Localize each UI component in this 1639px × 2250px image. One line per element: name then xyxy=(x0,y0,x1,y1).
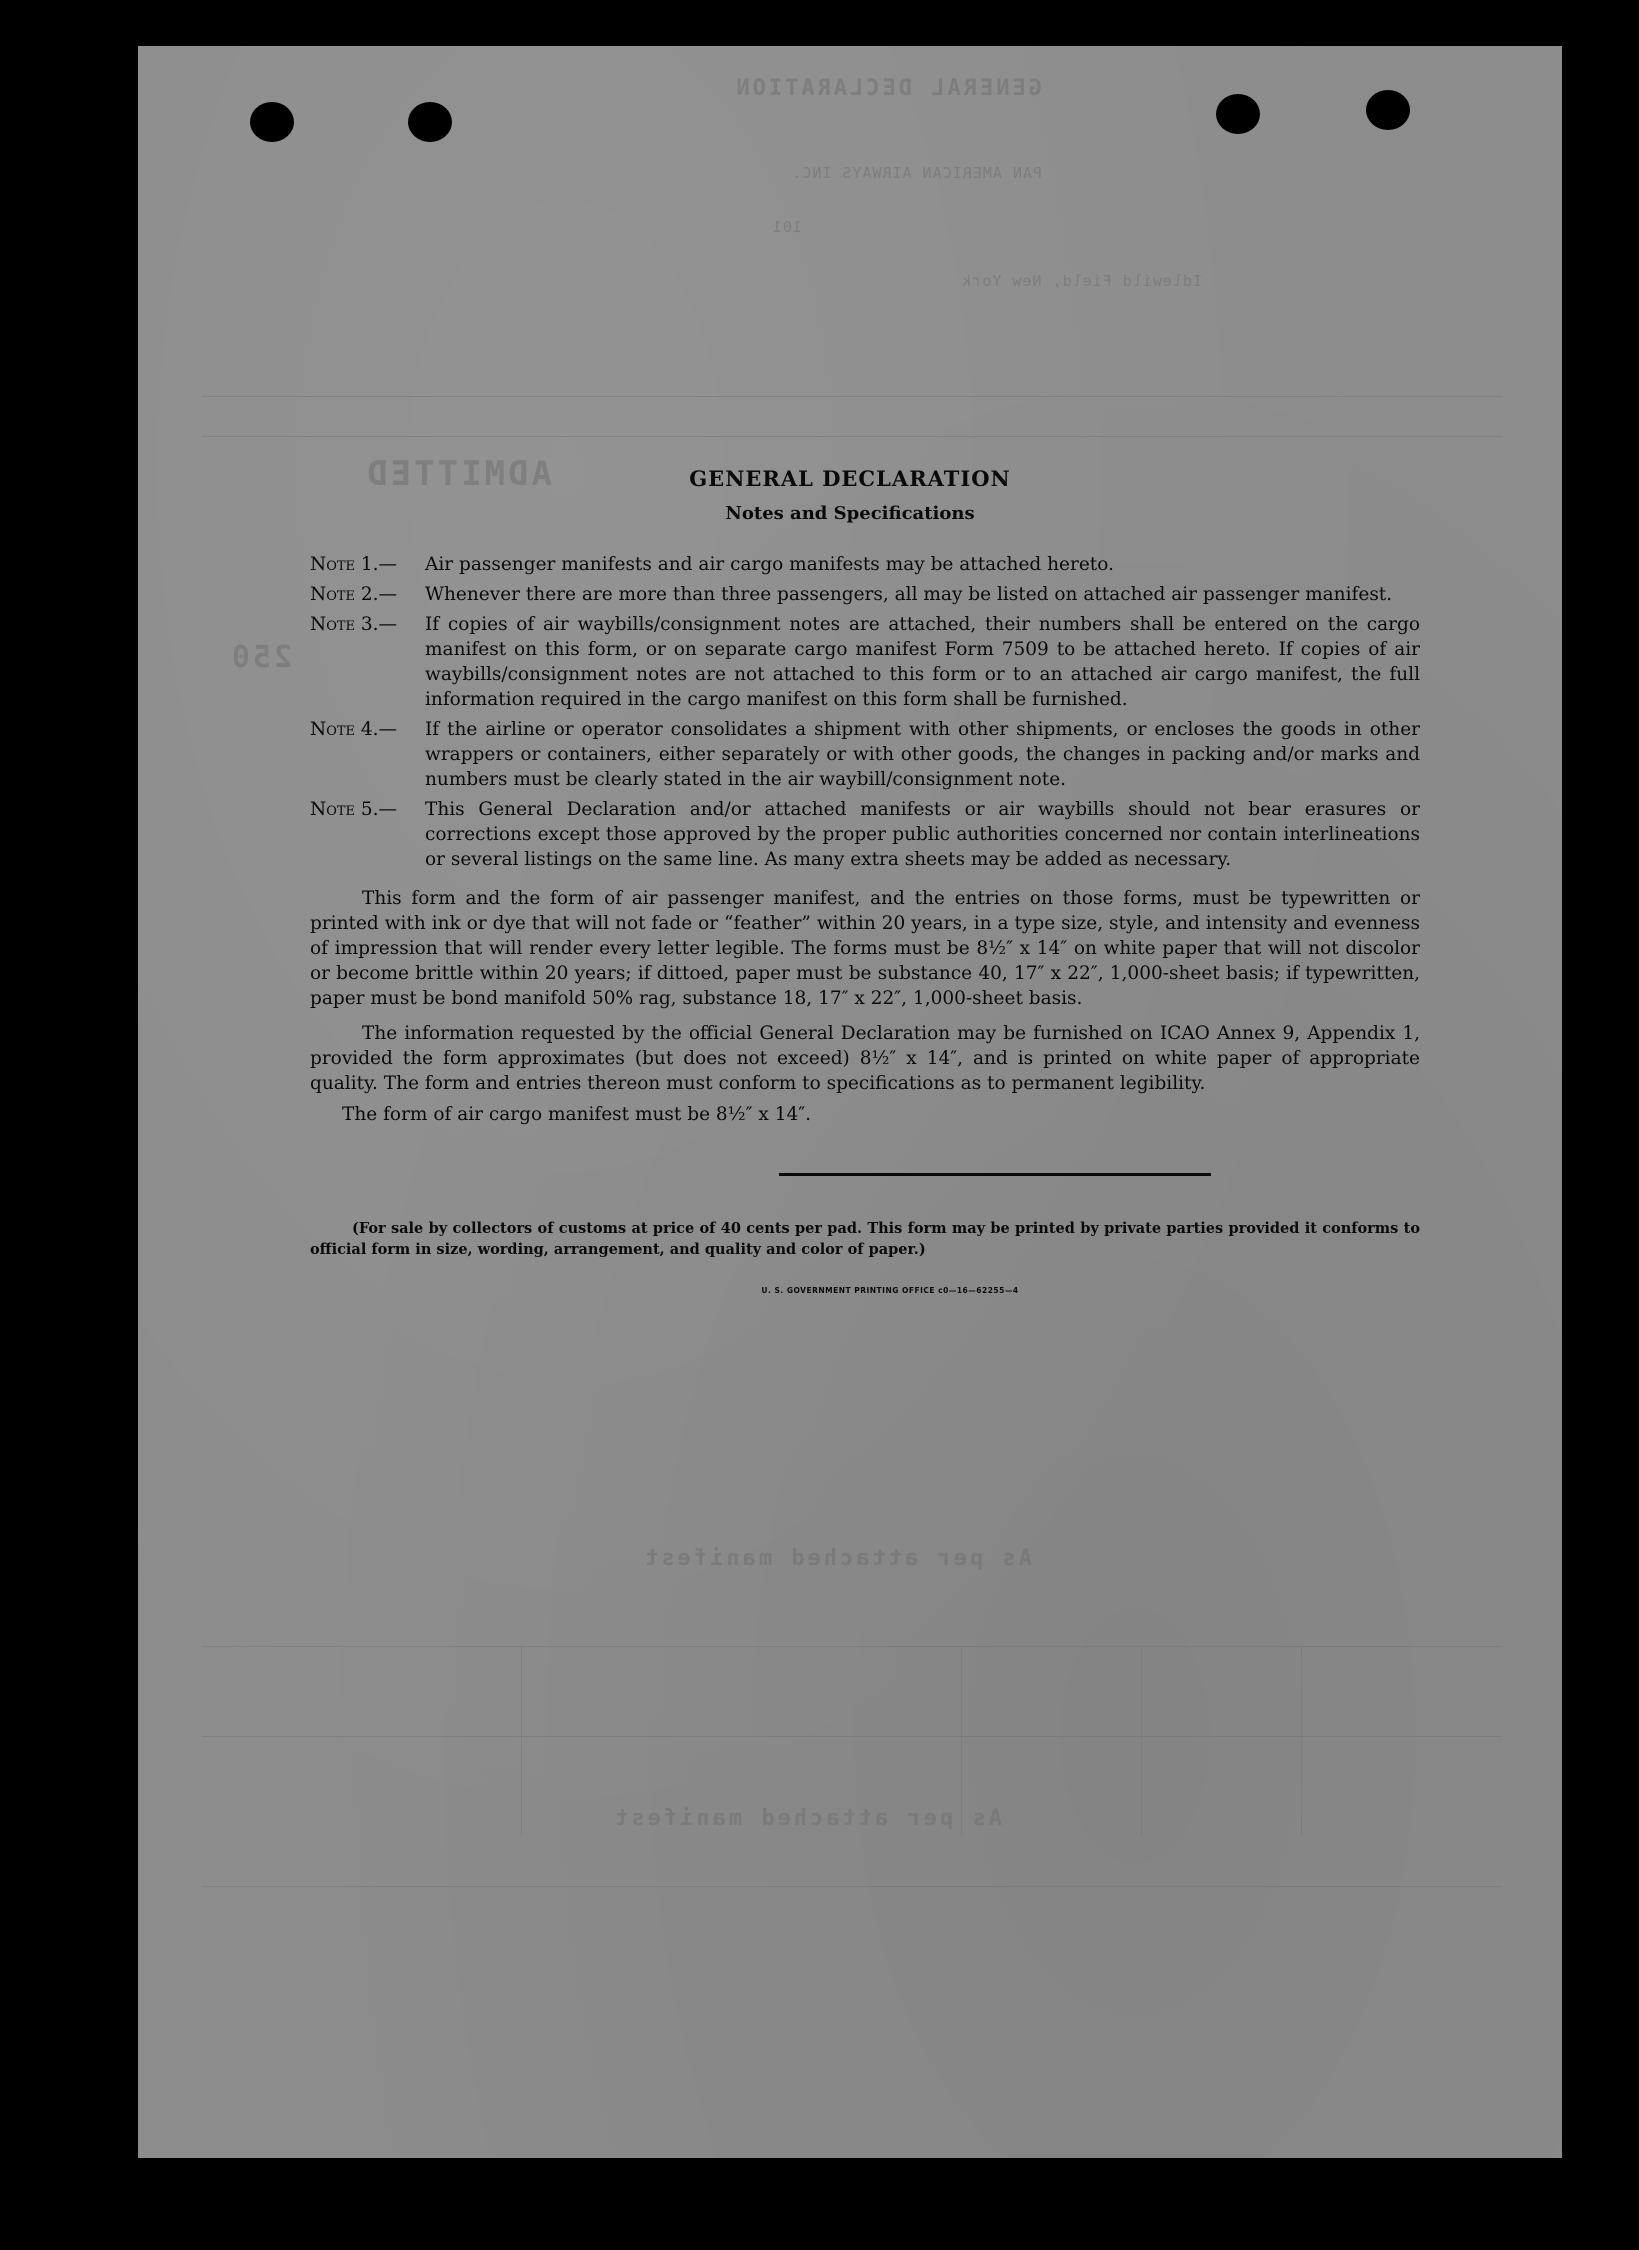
page-subtitle: Notes and Specifications xyxy=(725,503,975,524)
note-3 xyxy=(310,612,1420,712)
note-label: Note 1.— xyxy=(310,554,398,575)
bleed-cargo-note: As per attached manifest xyxy=(612,1806,1002,1831)
bleed-flight-no: 101 xyxy=(771,218,802,236)
bleed-rule-5 xyxy=(202,1886,1502,1887)
note-label: Note 2.— xyxy=(310,584,398,605)
bleed-rule-2 xyxy=(202,436,1502,437)
bleed-rule-1 xyxy=(202,396,1502,397)
note-text: Air passenger manifests and air cargo manifests may be attached hereto. xyxy=(425,554,1114,575)
note-1 xyxy=(310,552,1420,577)
paragraph-icao-annex: The information requested by the official General Declaration may be furnished on ICAO Annex 9, Appendix 1, provided the form approximates (but does not exceed) 8½″ x 14″, and is printed on white paper of appropriate quality. The form and entries thereon must conform to specifications as to permanent legibility. xyxy=(310,1023,1420,1094)
note-5 xyxy=(310,797,1420,872)
note-text: If the airline or operator consolidates a shipment with other shipments, or encloses the goods in other wrappers or containers, either separately or with other goods, the changes in packing and/or marks and numbers must be clearly stated in the air waybill/consignment note. xyxy=(425,719,1420,790)
bleed-admitted-stamp: ADMITTED xyxy=(364,454,552,494)
notes-list xyxy=(310,552,1420,872)
note-label: Note 5.— xyxy=(310,799,398,820)
printing-office-imprint: U. S. GOVERNMENT PRINTING OFFICE c0—16—62255—4 xyxy=(761,1286,1019,1295)
note-4 xyxy=(310,717,1420,792)
divider-rule xyxy=(779,1173,1211,1176)
bleed-header-title: GENERAL DECLARATION xyxy=(733,76,1042,101)
paragraph-cargo-manifest-size: The form of air cargo manifest must be 8½″ x 14″. xyxy=(342,1104,812,1125)
note-text: This General Declaration and/or attached manifests or air waybills should not bear erasures or corrections except those approved by the proper public authorities concerned nor contain interlineations or several listings on the same line. As many extra sheets may be added as necessary. xyxy=(425,799,1420,870)
bleed-col-4 xyxy=(521,1646,522,1836)
declaration-notes xyxy=(310,466,1420,1295)
bleed-passenger-note: As per attached manifest xyxy=(642,1546,1032,1571)
document-page xyxy=(138,46,1562,2158)
sale-notice: (For sale by collectors of customs at price of 40 cents per pad. This form may be printed by private parties provided it conforms to official form in size, wording, arrangement, and quality and color of paper.) xyxy=(310,1220,1420,1258)
note-text: Whenever there are more than three passengers, all may be listed on attached air passenger manifest. xyxy=(425,584,1393,605)
bleed-number-250: 250 xyxy=(228,640,292,675)
note-text: If copies of air waybills/consignment notes are attached, their numbers shall be entered on the cargo manifest on this form, or on separate cargo manifest Form 7509 to be attached hereto. If copies of air waybills/consignment notes are not attached to this form or to an attached air cargo manifest, the full information required in the cargo manifest on this form shall be furnished. xyxy=(425,614,1420,710)
paragraph-form-requirements: This form and the form of air passenger manifest, and the entries on those forms, must be typewritten or printed with ink or dye that will not fade or “feather” within 20 years, in a type size, style, and intensity and evenness of impression that will render every letter legible. The forms must be 8½″ x 14″ on white paper that will not discolor or become brittle within 20 years; if dittoed, paper must be substance 40, 17″ x 22″, 1,000-sheet basis; if typewritten, paper must be bond manifold 50% rag, substance 18, 17″ x 22″, 1,000-sheet basis. xyxy=(310,888,1420,1009)
bleed-rule-3 xyxy=(202,1646,1502,1647)
bleed-rule-4 xyxy=(202,1736,1502,1737)
note-2 xyxy=(310,582,1420,607)
bleed-col-2 xyxy=(1141,1646,1142,1836)
page-title: GENERAL DECLARATION xyxy=(689,466,1011,491)
bleed-departure: Idlewild Field, New York xyxy=(961,272,1202,290)
note-label: Note 4.— xyxy=(310,719,398,740)
bleed-col-1 xyxy=(1301,1646,1302,1836)
note-label: Note 3.— xyxy=(310,614,398,635)
bleed-airline: PAN AMERICAN AIRWAYS INC. xyxy=(791,164,1042,182)
